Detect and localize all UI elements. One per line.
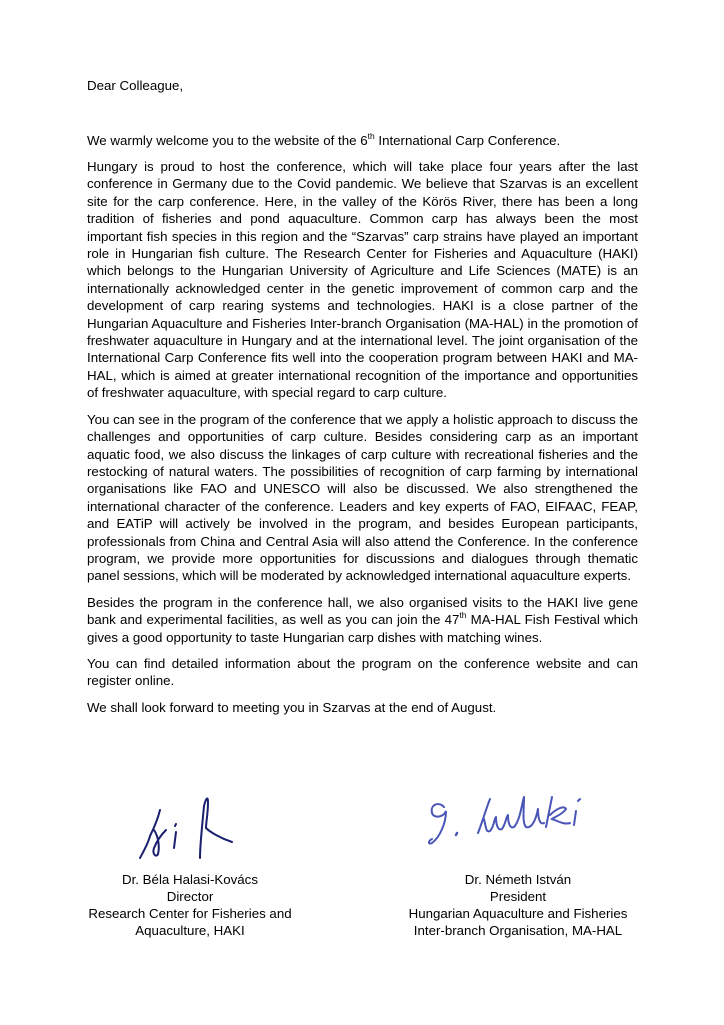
signatory-name: Dr. Béla Halasi-Kovács: [122, 872, 258, 887]
signatory-title: Director: [166, 889, 214, 904]
signatory-name: Dr. Németh István: [464, 872, 572, 887]
signatory-affiliation: Inter-branch Organisation, MA-HAL: [413, 923, 623, 938]
letter-body: [87, 76, 638, 716]
visits-text: Besides the program in the conference hall, we also organised visits to the HAKI live gene bank and experimental facilities, as well as you can join the 47: [87, 594, 638, 628]
welcome-ordinal: th: [367, 130, 375, 141]
signatory-affiliation: Research Center for Fisheries and: [88, 906, 292, 921]
festival-ordinal: th: [459, 609, 467, 620]
signatory-affiliation: Hungarian Aquaculture and Fisheries: [408, 906, 628, 921]
paragraph-host: Hungary is proud to host the conference, which will take place four years after the last conference in Germany due to the Covid pandemic. We believe that Szarvas is an excellent site for the carp conference. Here, in the valley of the Körös River, there has been a long tradition of fisheries and pond aquaculture. Common carp has always been the most important fish species in this region and the “Szarvas” carp strains have played an important role in Hungarian fish culture. The Research Center for Fisheries and Aquaculture (HAKI) which belongs to the Hungarian University of Agriculture and Life Sciences (MATE) is an internationally acknowledged center in the genetic improvement of common carp and the development of carp rearing systems and technologies. HAKI is a close partner of the Hungarian Aquaculture and Fisheries Inter-branch Organisation (MA-HAL) in the promotion of freshwater aquaculture in Hungary and at the international level. The joint organisation of the International Carp Conference fits well into the cooperation program between HAKI and MA-HAL, which is aimed at greater international recognition of the importance and opportunities of freshwater aquaculture, with special regard to carp culture.: [87, 159, 638, 401]
paragraph-register: You can find detailed information about the program on the conference website and can register online.: [87, 655, 638, 689]
signature-section: [0, 785, 724, 1025]
signatory-title: President: [489, 889, 547, 904]
paragraph-program: You can see in the program of the conference that we apply a holistic approach to discuss the challenges and opportunities of carp culture. Besides considering carp as an important aquatic food, we also discuss the linkages of carp culture with recreational fisheries and the restocking of natural waters. The possibilities of recognition of carp farming by international organisations like FAO and UNESCO will also be discussed. We also strengthened the international character of the conference. Leaders and key experts of FAO, EIFAAC, FEAP, and EATiP will actively be involved in the program, and besides European participants, professionals from China and Central Asia will also attend the Conference. In the conference program, we provide more opportunities for discussions and dialogues through thematic panel sessions, which will be moderated by acknowledged international aquaculture experts.: [87, 411, 638, 584]
welcome-text: We warmly welcome you to the website of the 6: [87, 133, 368, 148]
visits-text-end: MA-HAL Fish Festival which gives a good opportunity to taste Hungarian carp dishes with matching wines.: [87, 612, 638, 645]
signature-right-image: [424, 789, 592, 851]
salutation: Dear Colleague,: [87, 78, 184, 93]
signatory-affiliation: Aquaculture, HAKI: [135, 923, 245, 938]
signatory-right: [402, 871, 634, 939]
paragraph-closing: We shall look forward to meeting you in Szarvas at the end of August.: [87, 699, 497, 715]
signature-left-image: [128, 788, 240, 862]
welcome-text-end: International Carp Conference.: [374, 133, 561, 148]
paragraph-visits: [87, 594, 638, 646]
signatory-left: [86, 871, 294, 939]
welcome-line: [87, 132, 638, 150]
